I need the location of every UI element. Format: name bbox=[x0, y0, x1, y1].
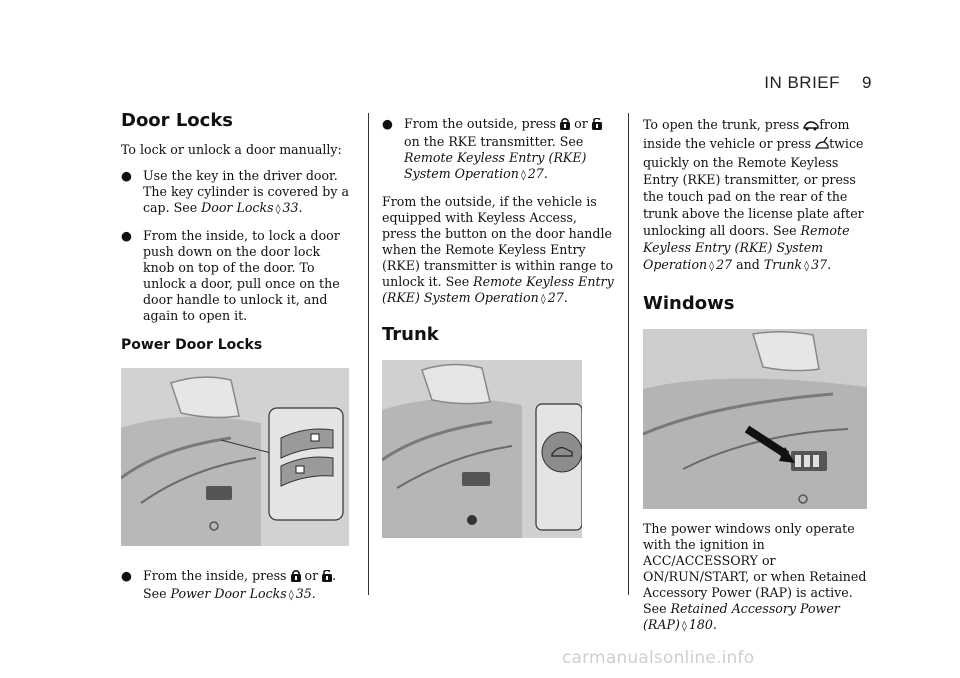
lock-icon bbox=[291, 570, 301, 586]
door-locks-link[interactable]: Door Locks bbox=[201, 200, 274, 215]
paragraph-text: quickly on the Remote Keyless Entry (RKE) transmitter, or press the touch pad on the rear of the trunk above the license plate after unlocking all doors. See bbox=[643, 155, 864, 238]
paragraph-text: twice bbox=[829, 136, 864, 151]
section-name: IN BRIEF bbox=[764, 73, 841, 92]
windows-figure bbox=[643, 329, 867, 509]
conjunction: or bbox=[300, 568, 323, 583]
rap-link[interactable]: Retained Accessory Power (RAP) bbox=[643, 601, 840, 632]
page-ref-icon: ◊ bbox=[709, 261, 715, 272]
page-ref-icon: ◊ bbox=[804, 261, 810, 272]
column-keyless-trunk bbox=[382, 110, 614, 538]
bullet-text: From the outside, press bbox=[404, 116, 561, 131]
unlock-icon bbox=[322, 570, 332, 586]
column-trunk-windows bbox=[643, 110, 875, 645]
paragraph-text: To open the trunk, press bbox=[643, 117, 804, 132]
page-ref: 37 bbox=[811, 257, 828, 272]
page-number: 9 bbox=[862, 73, 872, 92]
page-ref: 180 bbox=[688, 617, 713, 632]
rke-system-link[interactable]: Remote Keyless Entry (RKE) System Operation bbox=[382, 274, 614, 305]
bullet-marker: ● bbox=[382, 116, 393, 131]
bullet-marker: ● bbox=[121, 568, 132, 583]
trunk-figure bbox=[382, 360, 582, 538]
bullet-item: ● Use the key in the driver door. The key cylinder is covered by a cap. See Door Locks ◊ 33. bbox=[121, 168, 353, 218]
paragraph-text: The power windows only operate with the ignition in ACC/ACCESSORY or ON/RUN/START, or when Retained Accessory Power (RAP) is active. See bbox=[643, 521, 867, 616]
bullet-text: Use the key in the driver door. The key cylinder is covered by a cap. See bbox=[143, 168, 349, 215]
keyless-access-paragraph: From the outside, if the vehicle is equipped with Keyless Access, press the button on the door handle when the Remote Keyless Entry (RKE) transmitter is within range to unlock it. See Remote Keyless Entry (RKE) System Operation ◊ 27. bbox=[382, 194, 614, 305]
trunk-link[interactable]: Trunk bbox=[763, 257, 803, 272]
rke-system-link[interactable]: Remote Keyless Entry (RKE) System Operation bbox=[404, 150, 587, 181]
bullet-text: From the inside, press bbox=[143, 568, 291, 583]
bullet-item: ● From the inside, press or . See Power Door Locks ◊ 35. bbox=[121, 568, 353, 604]
door-locks-heading: Door Locks bbox=[121, 110, 234, 131]
conjunction: and bbox=[732, 257, 764, 272]
paragraph-text: From the outside, if the vehicle is equipped with Keyless Access, press the button on the door handle when the Remote Keyless Entry (RKE) transmitter is within range to unlock it. See bbox=[382, 194, 614, 289]
bullet-text: on the RKE transmitter. See bbox=[404, 134, 584, 149]
page-ref-icon: ◊ bbox=[520, 170, 526, 181]
bullet-item: ● From the outside, press or on the RKE transmitter. See Remote Keyless Entry (RKE) System Operation ◊ 27. bbox=[382, 116, 614, 184]
power-door-locks-link[interactable]: Power Door Locks bbox=[170, 586, 287, 601]
door-trunk-button-illustration bbox=[382, 360, 582, 538]
power-door-locks-figure bbox=[121, 368, 349, 546]
column-divider bbox=[628, 113, 629, 595]
page-ref-icon: ◊ bbox=[275, 204, 281, 215]
conjunction: or bbox=[570, 116, 592, 131]
paragraph-text: inside the vehicle or press bbox=[643, 136, 816, 151]
unlock-icon bbox=[592, 118, 602, 134]
see-label: See bbox=[143, 586, 171, 601]
windows-heading: Windows bbox=[643, 293, 735, 314]
bullet-item bbox=[121, 228, 353, 324]
page-header bbox=[764, 73, 872, 93]
bullet-text: From the inside, to lock a door push down on the door lock knob on top of the door. To unlock a door, pull once on the door handle to unlock it, and again to open it. bbox=[143, 228, 340, 323]
trunk-open-icon bbox=[815, 136, 829, 154]
trunk-heading: Trunk bbox=[382, 324, 439, 345]
page-ref: 27 bbox=[716, 257, 733, 272]
site-watermark: carmanualsonline.info bbox=[562, 648, 755, 668]
page-ref-icon: ◊ bbox=[681, 621, 687, 632]
trunk-release-icon bbox=[803, 118, 819, 135]
trunk-paragraph: To open the trunk, press from inside the vehicle or press twice quickly on the Remote Keyless Entry (RKE) transmitter, or press the touch pad on the rear of the trunk above the license plate after unlocking all doors. See Remote Keyless Entry (RKE) System Operation ◊ 27 and Trunk ◊ 37. bbox=[643, 117, 864, 272]
page-ref: 27 bbox=[527, 166, 544, 181]
column-door-locks bbox=[121, 110, 353, 614]
door-panel-illustration bbox=[121, 368, 349, 546]
power-door-locks-heading: Power Door Locks bbox=[121, 337, 263, 353]
lock-icon bbox=[560, 118, 570, 134]
paragraph-text: from bbox=[819, 117, 850, 132]
bullet-marker: ● bbox=[121, 168, 132, 183]
window-switch-illustration bbox=[643, 329, 867, 509]
rke-system-link[interactable]: Remote Keyless Entry (RKE) System Operation bbox=[643, 223, 850, 272]
column-divider bbox=[368, 113, 369, 595]
windows-paragraph: The power windows only operate with the ignition in ACC/ACCESSORY or ON/RUN/START, or when Retained Accessory Power (RAP) is active. See Retained Accessory Power (RAP) ◊ 180. bbox=[643, 521, 867, 632]
bullet-marker: ● bbox=[121, 228, 132, 243]
door-locks-intro: To lock or unlock a door manually: bbox=[121, 142, 342, 157]
page-ref: 35 bbox=[295, 586, 312, 601]
page-ref: 33 bbox=[282, 200, 299, 215]
page-ref: 27 bbox=[547, 290, 564, 305]
page-ref-icon: ◊ bbox=[288, 590, 294, 601]
page-ref-icon: ◊ bbox=[540, 294, 546, 305]
